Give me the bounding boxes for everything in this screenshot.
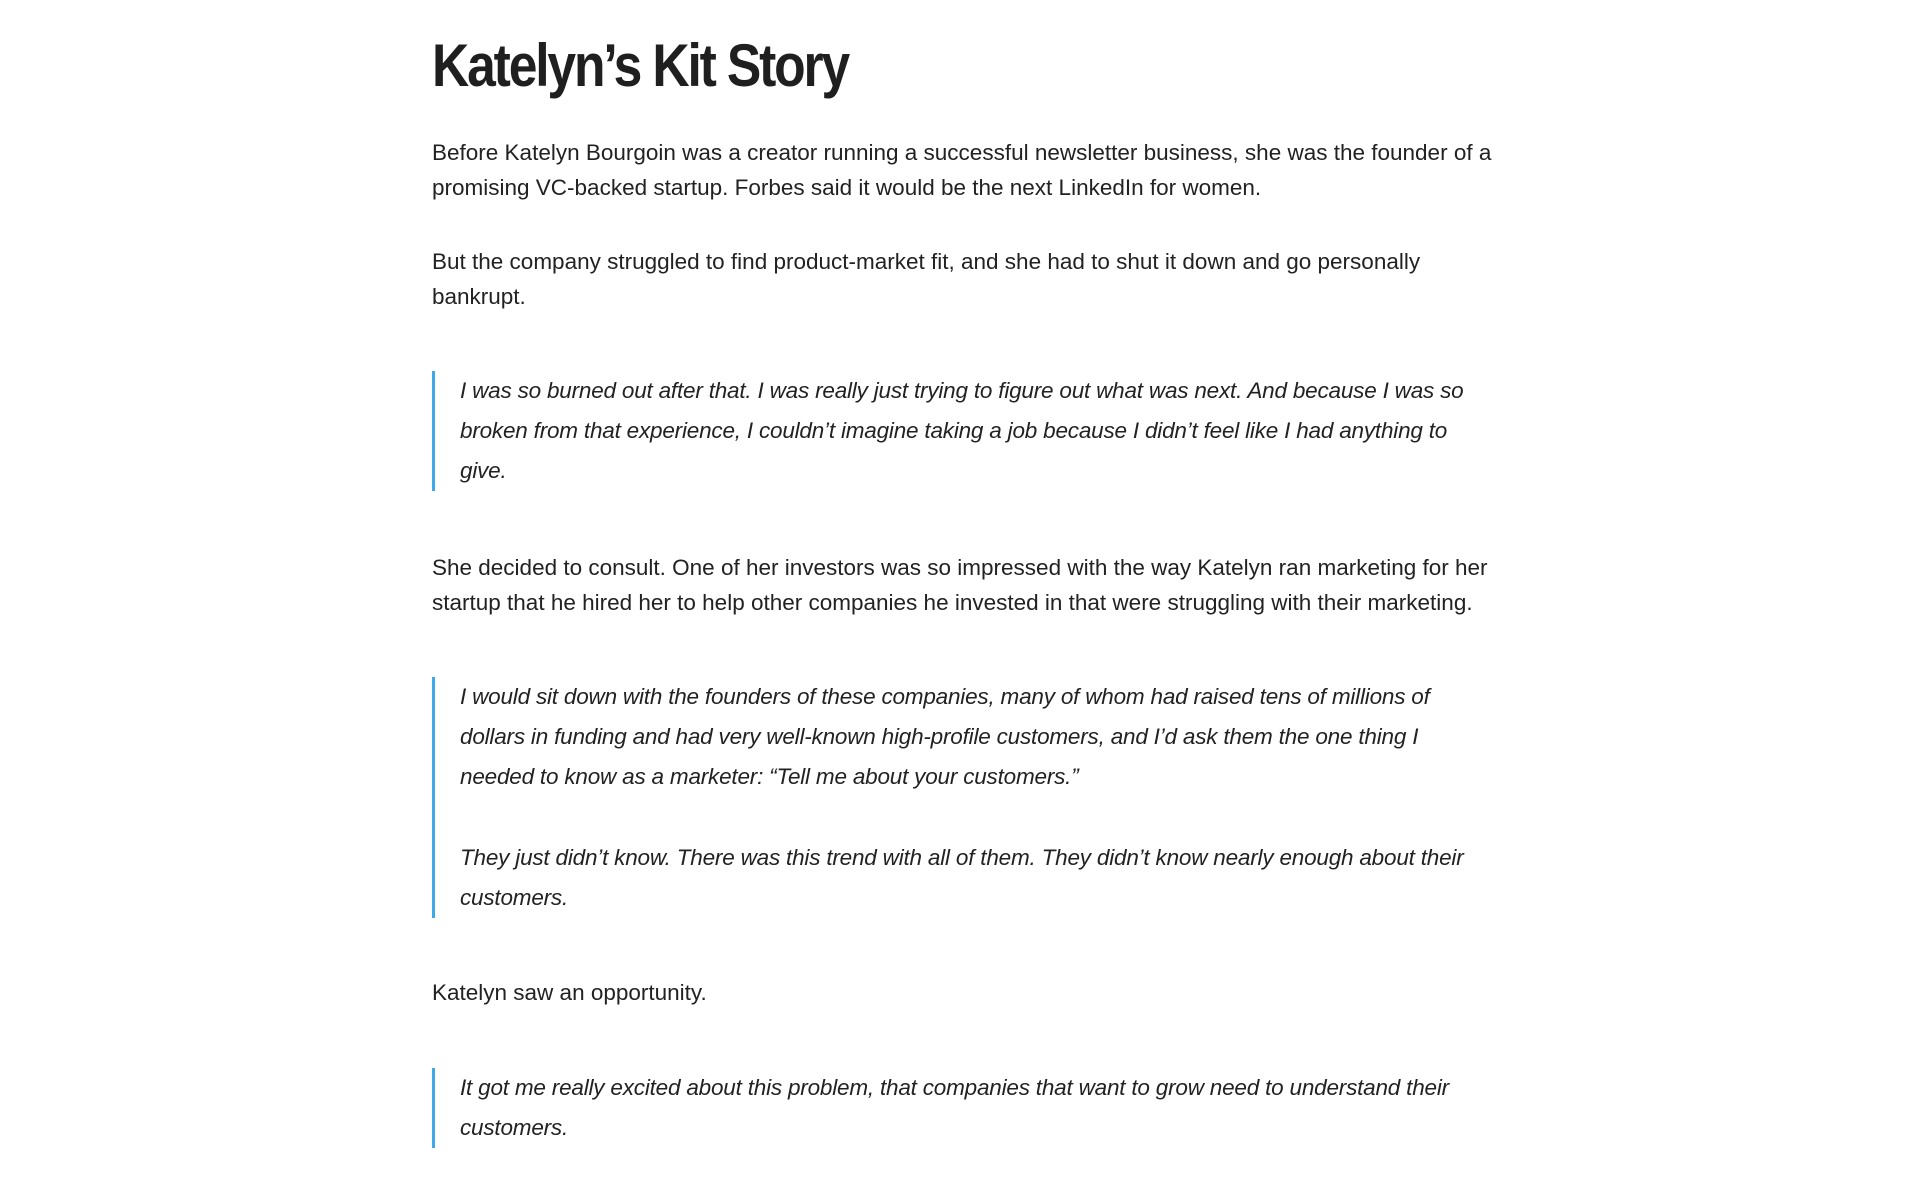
blockquote-founders bbox=[432, 677, 1492, 918]
paragraph-bankrupt: But the company struggled to find product-market fit, and she had to shut it down and go personally bankrupt. bbox=[432, 249, 1421, 309]
paragraph-opportunity: Katelyn saw an opportunity. bbox=[432, 980, 707, 1005]
blockquote-excited bbox=[432, 1068, 1492, 1148]
blockquote-burnout bbox=[432, 371, 1492, 491]
quote-founders-text: I would sit down with the founders of these companies, many of whom had raised tens of millions of dollars in funding and had very well-known high-profile customers, and I’d ask them the one thing I needed to know as a marketer: “Tell me about your customers.” bbox=[460, 684, 1430, 789]
quote-trend-text: They just didn’t know. There was this trend with all of them. They didn’t know nearly enough about their customers. bbox=[460, 845, 1464, 910]
paragraph-intro: Before Katelyn Bourgoin was a creator running a successful newsletter business, she was the founder of a promising VC-backed startup. Forbes said it would be the next LinkedIn for women. bbox=[432, 140, 1492, 200]
article-title: Katelyn’s Kit Story bbox=[432, 32, 849, 99]
article bbox=[432, 0, 1492, 1148]
quote-excited-text: It got me really excited about this problem, that companies that want to grow need to understand their customers. bbox=[460, 1074, 1449, 1140]
paragraph-consult: She decided to consult. One of her investors was so impressed with the way Katelyn ran marketing for her startup that he hired her to help other companies he invested in that were struggling with their marketing. bbox=[432, 555, 1488, 615]
quote-burnout-text: I was so burned out after that. I was really just trying to figure out what was next. And because I was so broken from that experience, I couldn’t imagine taking a job because I didn’t feel like I had anything to give. bbox=[460, 378, 1464, 483]
